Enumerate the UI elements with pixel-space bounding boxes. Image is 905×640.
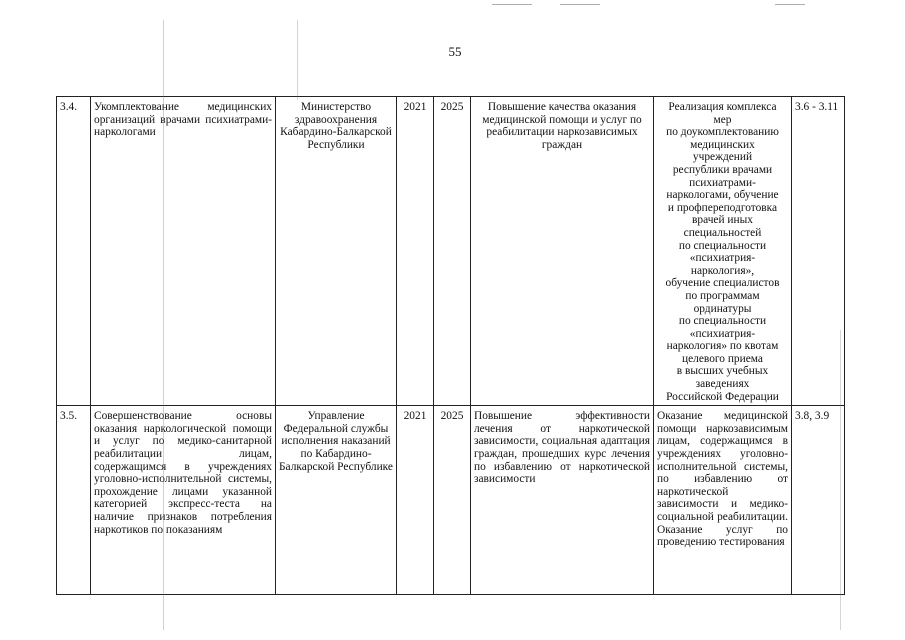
measure-line: ординатуры [693, 302, 752, 315]
row-number: 3.4. [57, 97, 91, 406]
measure-line: наркологами, обучение [666, 189, 779, 202]
measure-line: медицинских [690, 138, 755, 151]
measure-line: специальностей [683, 226, 762, 239]
scan-fold-line [163, 20, 164, 630]
expected-result: Повышение качества оказания медицинской помощи и услуг по реабилитации наркозависимых граждан [471, 97, 654, 406]
measure-name: Укомплектование медицинских организаций врачами психиатрами-наркологами [91, 97, 276, 406]
measure-line: мер [713, 113, 732, 126]
measure-line: по специальности [678, 315, 767, 328]
year-end: 2025 [434, 406, 471, 595]
indicator-reference: 3.8, 3.9 [792, 406, 845, 595]
table-row [57, 97, 845, 406]
executor: Управление Федеральной службы исполнения наказаний по Кабардино-Балкарской Республике [276, 406, 397, 595]
program-measures-table [56, 96, 845, 595]
measure-line: Реализация комплекса [668, 101, 777, 113]
measure-name: Совершенствование основы оказания наркологической помощи и услуг по медико-санитарной реабилитации лицам, содержащимся в учреждениях уголовно-исполнительной системы, прохождение лицами указанной категорией экспресс-теста на наличие признаков потребления наркотиков по показаниям [91, 406, 276, 595]
measure-line: Российской Федерации [666, 390, 779, 403]
measure-line: наркология», [690, 264, 755, 277]
row-number: 3.5. [57, 406, 91, 595]
scan-mark [560, 4, 600, 5]
table-row [57, 406, 845, 595]
measure-description: Оказание медицинской помощи наркозависимым лицам, содержащимся в учреждениях уголовно-исполнительной системы, по избавлению от наркотической зависимости и медико-социальной реабилитации. Оказание услуг по проведению тестирования [654, 406, 792, 595]
year-start: 2021 [397, 406, 434, 595]
measure-line: психиатрами- [689, 176, 756, 189]
scan-fold-line [297, 20, 298, 100]
measure-line: в высших учебных [676, 365, 769, 378]
scan-mark [775, 4, 805, 5]
indicator-reference: 3.6 - 3.11 [792, 97, 845, 406]
measure-line: «психиатрия- [689, 327, 756, 340]
page-number: 55 [448, 44, 462, 59]
measure-line: врачей иных [692, 214, 753, 227]
measure-line: по программам [685, 289, 760, 302]
measure-line: «психиатрия- [689, 252, 756, 265]
measure-line: по специальности [678, 239, 767, 252]
measure-line: заведениях [695, 378, 750, 391]
measure-line: и профпереподготовка [667, 201, 778, 214]
executor: Министерство здравоохранения Кабардино-Балкарской Республики [276, 97, 397, 406]
year-start: 2021 [397, 97, 434, 406]
expected-result: Повышение эффективности лечения от наркотической зависимости, социальная адаптация граждан, прошедших курс лечения по избавлению от наркотической зависимости [471, 406, 654, 595]
measure-line: республики врачами [672, 163, 773, 176]
measure-line: по доукомплектованию [666, 126, 779, 139]
year-end: 2025 [434, 97, 471, 406]
scan-mark [492, 4, 532, 5]
measure-description [654, 97, 792, 406]
measure-line: обучение специалистов [665, 277, 780, 290]
scan-fold-line [840, 330, 841, 630]
measure-line: учреждений [692, 151, 753, 164]
measure-line: наркология» по квотам [666, 340, 779, 353]
measure-line: целевого приема [682, 352, 763, 365]
